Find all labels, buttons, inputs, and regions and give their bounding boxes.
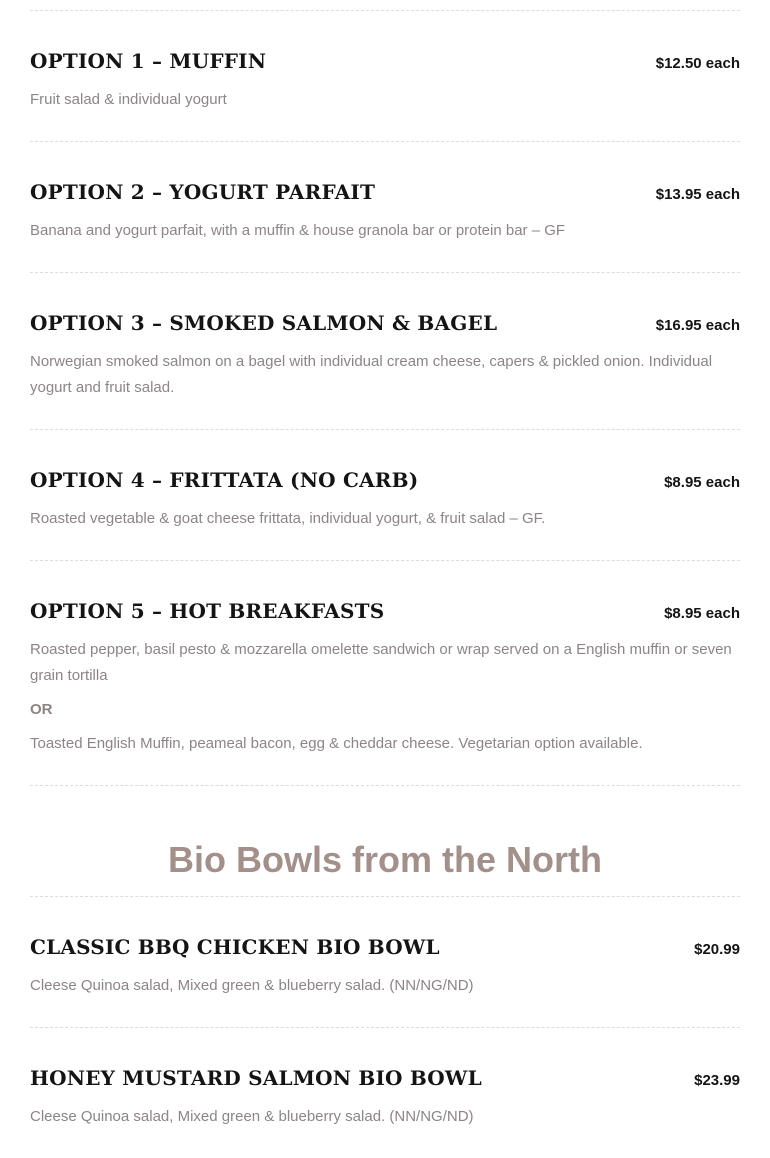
item-price: $20.99 [694,941,740,958]
menu-item-honey-mustard-salmon-bio-bowl [30,1028,740,1158]
menu-item-option-1 [30,11,740,141]
menu-item-option-4 [30,430,740,560]
item-title: OPTION 5 – HOT BREAKFASTS [30,599,385,623]
item-description: Roasted pepper, basil pesto & mozzarella omelette sandwich or wrap served on a English muffin or seven grain tortilla [30,641,732,684]
item-description: Norwegian smoked salmon on a bagel with individual cream cheese, capers & pickled onion. Individual yogurt and fruit salad. [30,353,713,396]
item-price: $13.95 each [655,186,740,203]
item-price: $23.99 [694,1072,740,1089]
item-title: OPTION 1 – MUFFIN [30,49,267,73]
item-price: $16.95 each [655,317,740,334]
item-title: OPTION 4 – FRITTATA (NO CARB) [30,468,419,492]
item-title: CLASSIC BBQ CHICKEN BIO BOWL [30,935,440,959]
item-price: $12.50 each [655,55,740,72]
item-description-alt: Toasted English Muffin, peameal bacon, egg & cheddar cheese. Vegetarian option available. [30,735,643,752]
item-description: Cleese Quinoa salad, Mixed green & blueberry salad. (NN/NG/ND) [30,1108,474,1125]
menu-item-option-5 [30,561,740,785]
menu-item-option-3 [30,273,740,429]
section-heading-bio-bowls: Bio Bowls from the North [168,839,602,880]
item-description: Fruit salad & individual yogurt [30,91,227,108]
item-description: Banana and yogurt parfait, with a muffin & house granola bar or protein bar – GF [30,222,566,239]
item-price: $8.95 each [664,605,740,622]
item-title: HONEY MUSTARD SALMON BIO BOWL [30,1066,482,1090]
item-price: $8.95 each [664,474,740,491]
item-title: OPTION 2 – YOGURT PARFAIT [30,180,376,204]
item-description: Roasted vegetable & goat cheese frittata, individual yogurt, & fruit salad – GF. [30,510,546,527]
item-title: OPTION 3 – SMOKED SALMON & BAGEL [30,311,498,335]
menu-content [30,0,740,1158]
or-separator: OR [30,701,53,718]
menu-item-bbq-chicken-bio-bowl [30,897,740,1027]
menu-item-option-2 [30,142,740,272]
item-description: Cleese Quinoa salad, Mixed green & blueberry salad. (NN/NG/ND) [30,977,474,994]
